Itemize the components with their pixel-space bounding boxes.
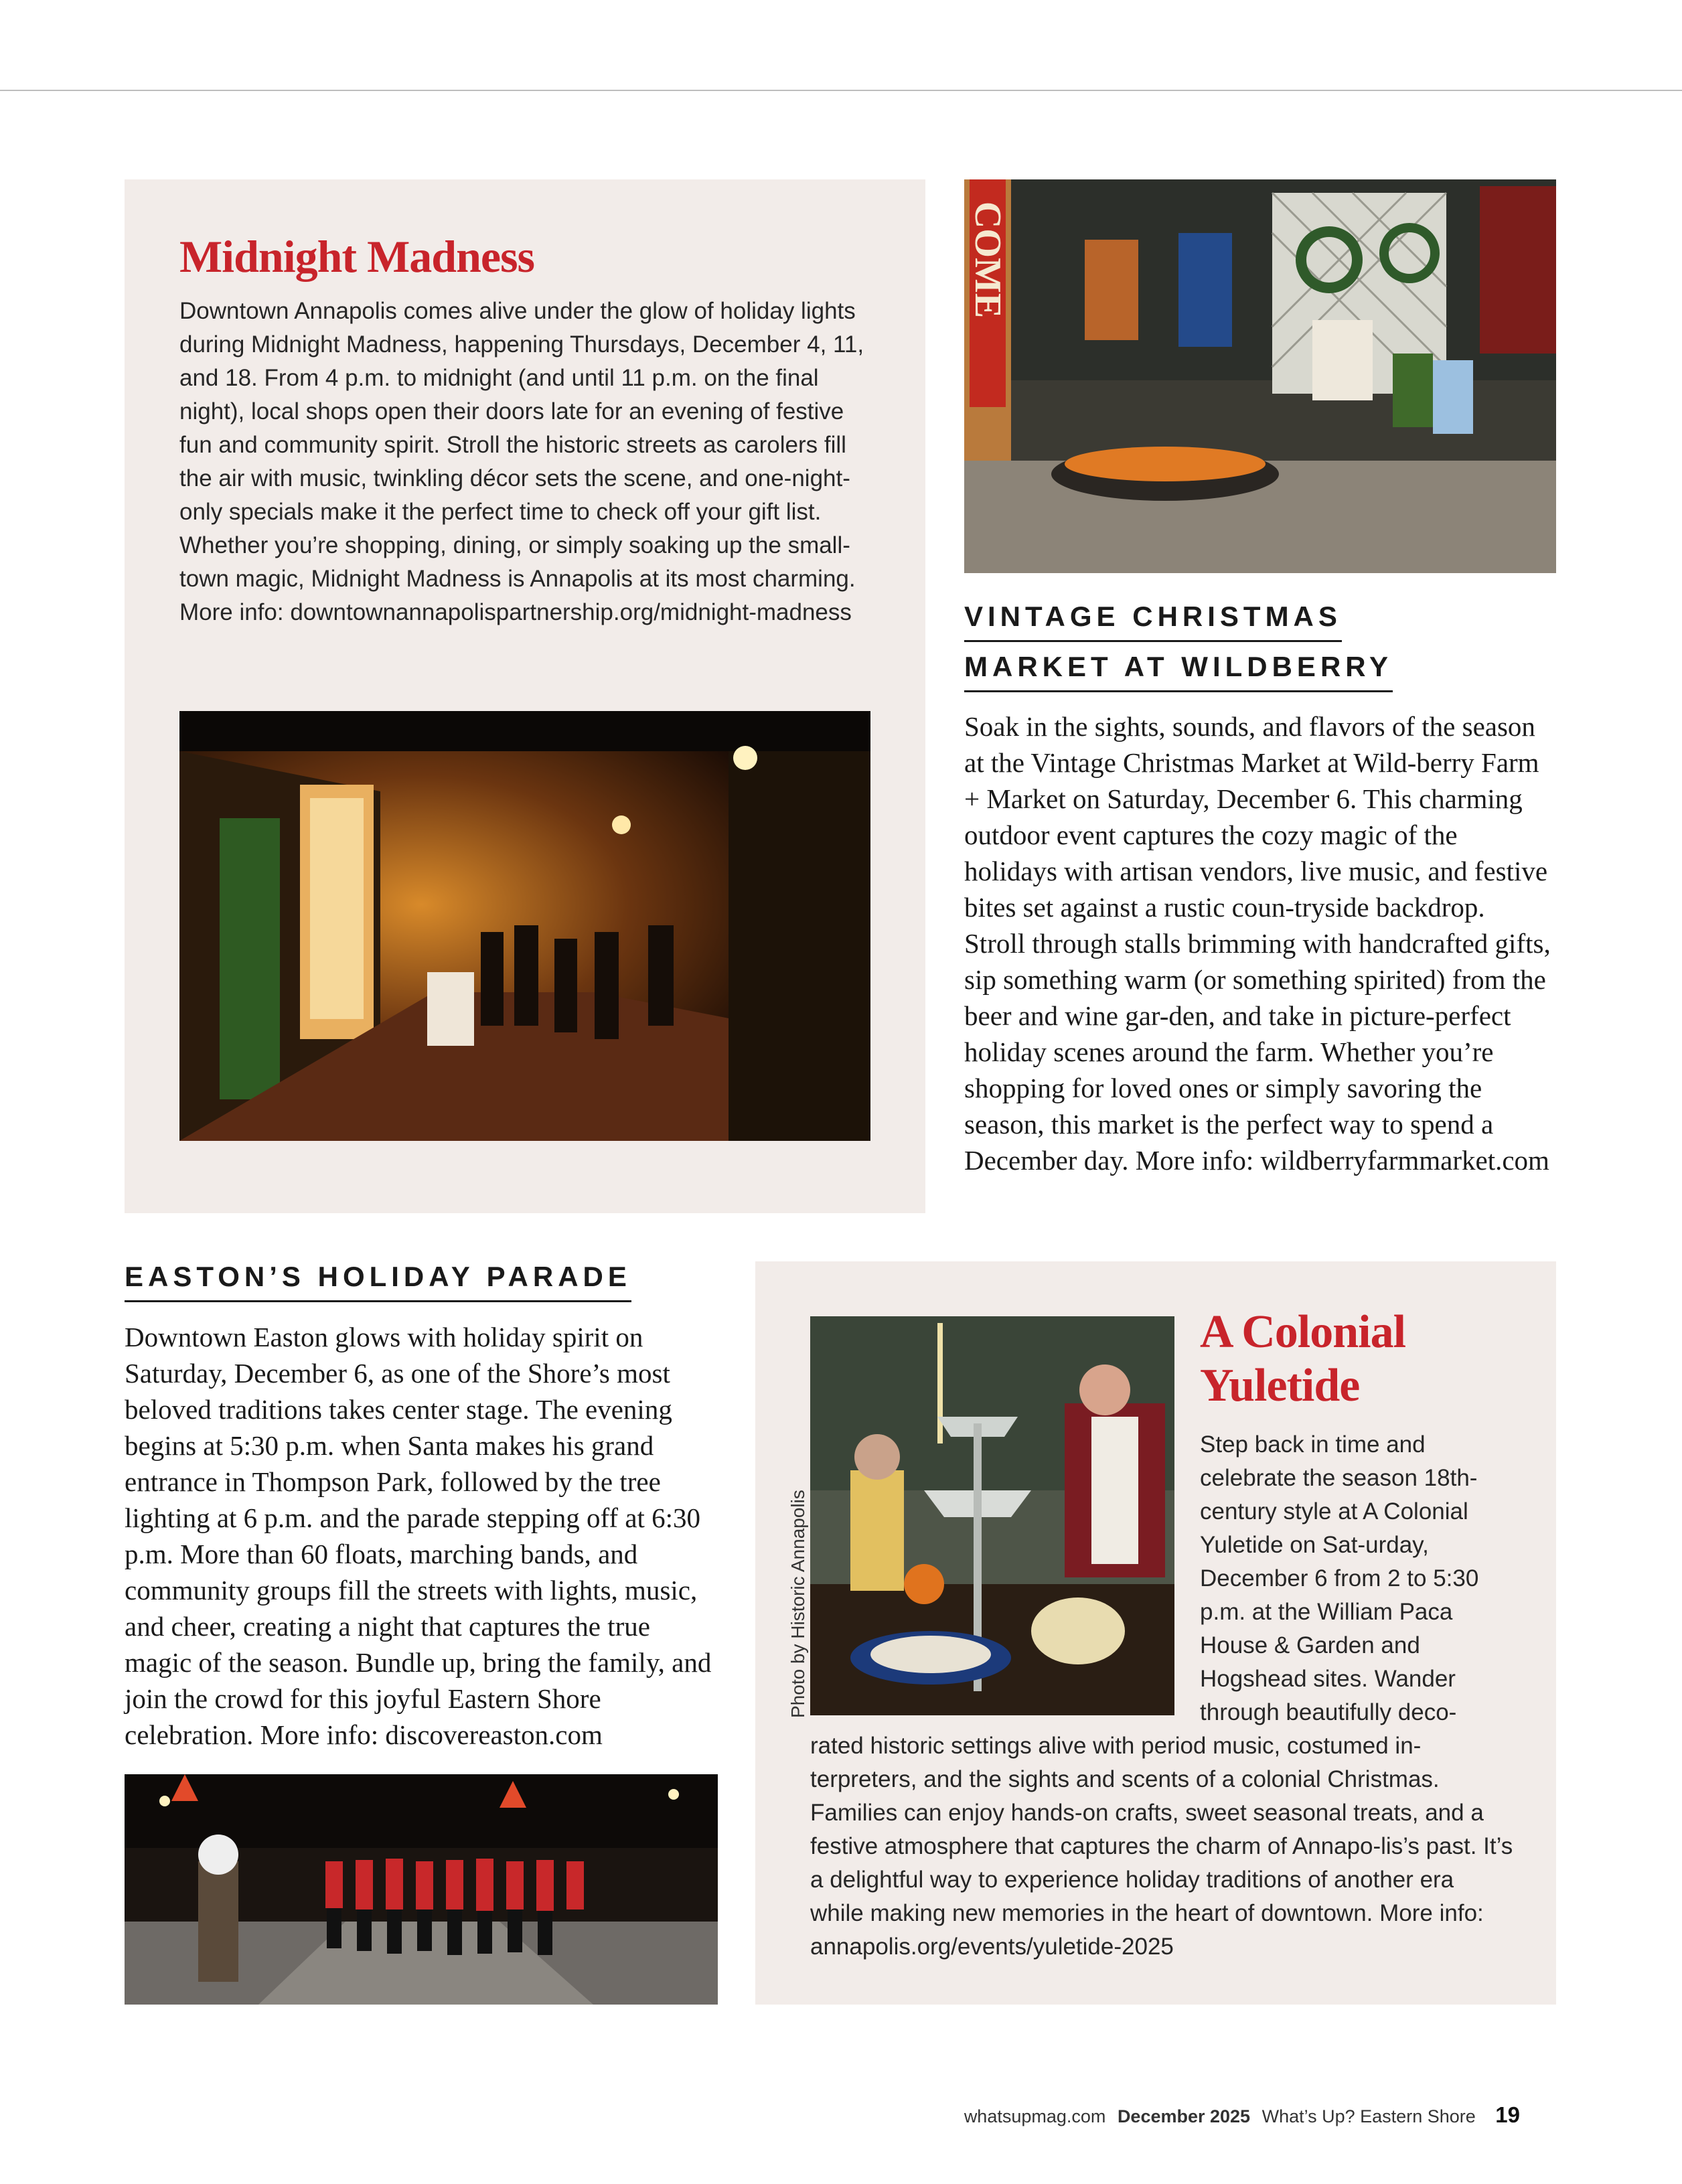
top-rule	[0, 90, 1682, 91]
midnight-madness-body: Downtown Annapolis comes alive under the glow of holiday lights during Midnight Madness, happening Thursdays, December 4, 11, and 18. From 4 p.m. to midnight (and until 11 p.m. on the final night), local shops open their doors late for an evening of festive fun and community spirit. Stroll the historic streets as carolers fill the air with music, twinkling décor sets the scene, and one-night-only specials make it the perfect time to check off your gift list. Whether you’re shopping, dining, or simply soaking up the small-town magic, Midnight Madness is Annapolis at its most charming. More info: downtownannapolispartnership.org/midnight-madness	[179, 298, 864, 625]
footer-site: whatsupmag.com	[964, 2106, 1106, 2126]
midnight-madness-title: Midnight Madness	[179, 231, 534, 282]
wildberry-body: Soak in the sights, sounds, and flavors of the season at the Vintage Christmas Market at Wild-berry Farm + Market on Saturday, December 6. This charming outdoor event captures the cozy magic of the holidays with artisan vendors, live music, and festive bites set against a rustic coun-tryside backdrop. Stroll through stalls brimming with handcrafted gifts, sip something warm (or something spirited) from the beer and wine gar-den, and take in picture-perfect holiday scenes around the farm. Whether you’re shopping for loved ones or simply savoring the season, this market is the perfect way to spend a December day. More info: wildberryfarmmarket.com	[964, 711, 1551, 1176]
colonial-yuletide-photo	[810, 1316, 1174, 1715]
easton-body: Downtown Easton glows with holiday spirit on Saturday, December 6, as one of the Shore’s most beloved traditions takes center stage. The evening begins at 5:30 p.m. when Santa makes his grand entrance in Thompson Park, followed by the tree lighting at 6 p.m. and the parade stepping off at 6:30 p.m. More than 60 floats, marching bands, and community groups fill the streets with lights, music, and cheer, creating a night that captures the true magic of the season. Bundle up, bring the family, and join the crowd for this joyful Eastern Shore celebration. More info: discovereaston.com	[125, 1322, 712, 1750]
wildberry-kicker-line1: VINTAGE CHRISTMAS	[964, 600, 1342, 642]
welcome-sign-letters: COME	[967, 201, 1008, 319]
page-number: 19	[1495, 2102, 1520, 2127]
easton-kicker	[125, 1260, 631, 1310]
footer-issue: December 2025	[1117, 2106, 1251, 2126]
wildberry-market-photo	[964, 179, 1556, 573]
photo-credit: Photo by Historic Annapolis	[787, 1490, 808, 1718]
yuletide-title-line2: Yuletide	[1200, 1360, 1360, 1411]
wildberry-kicker-line2: MARKET AT WILDBERRY	[964, 650, 1393, 692]
footer-publication: What’s Up? Eastern Shore	[1262, 2106, 1476, 2126]
yuletide-body-rest: rated historic settings alive with period music, costumed in-terpreters, and the sights and scents of a colonial Christmas. Families can enjoy hands-on crafts, sweet seasonal treats, and a festive atmosphere that captures the charm of Annapo-lis’s past. It’s a delightful way to experience holiday traditions of another era while making new memories in the heart of downtown. More info: annapolis.org/events/yuletide-2025	[810, 1733, 1513, 1960]
page-footer	[964, 2102, 1520, 2128]
yuletide-body-side: Step back in time and celebrate the season 18th-century style at A Colonial Yuletide on Sat-urday, December 6 from 2 to 5:30 p.m. at the William Paca House & Garden and Hogshead sites. Wander through beautifully deco-	[1200, 1431, 1479, 1725]
easton-kicker-label: EASTON’S HOLIDAY PARADE	[125, 1260, 631, 1302]
easton-parade-photo	[125, 1774, 718, 2005]
yuletide-title	[1200, 1306, 1405, 1413]
yuletide-title-line1: A Colonial	[1200, 1306, 1406, 1358]
midnight-madness-photo	[179, 711, 870, 1141]
wildberry-kicker	[964, 600, 1393, 700]
